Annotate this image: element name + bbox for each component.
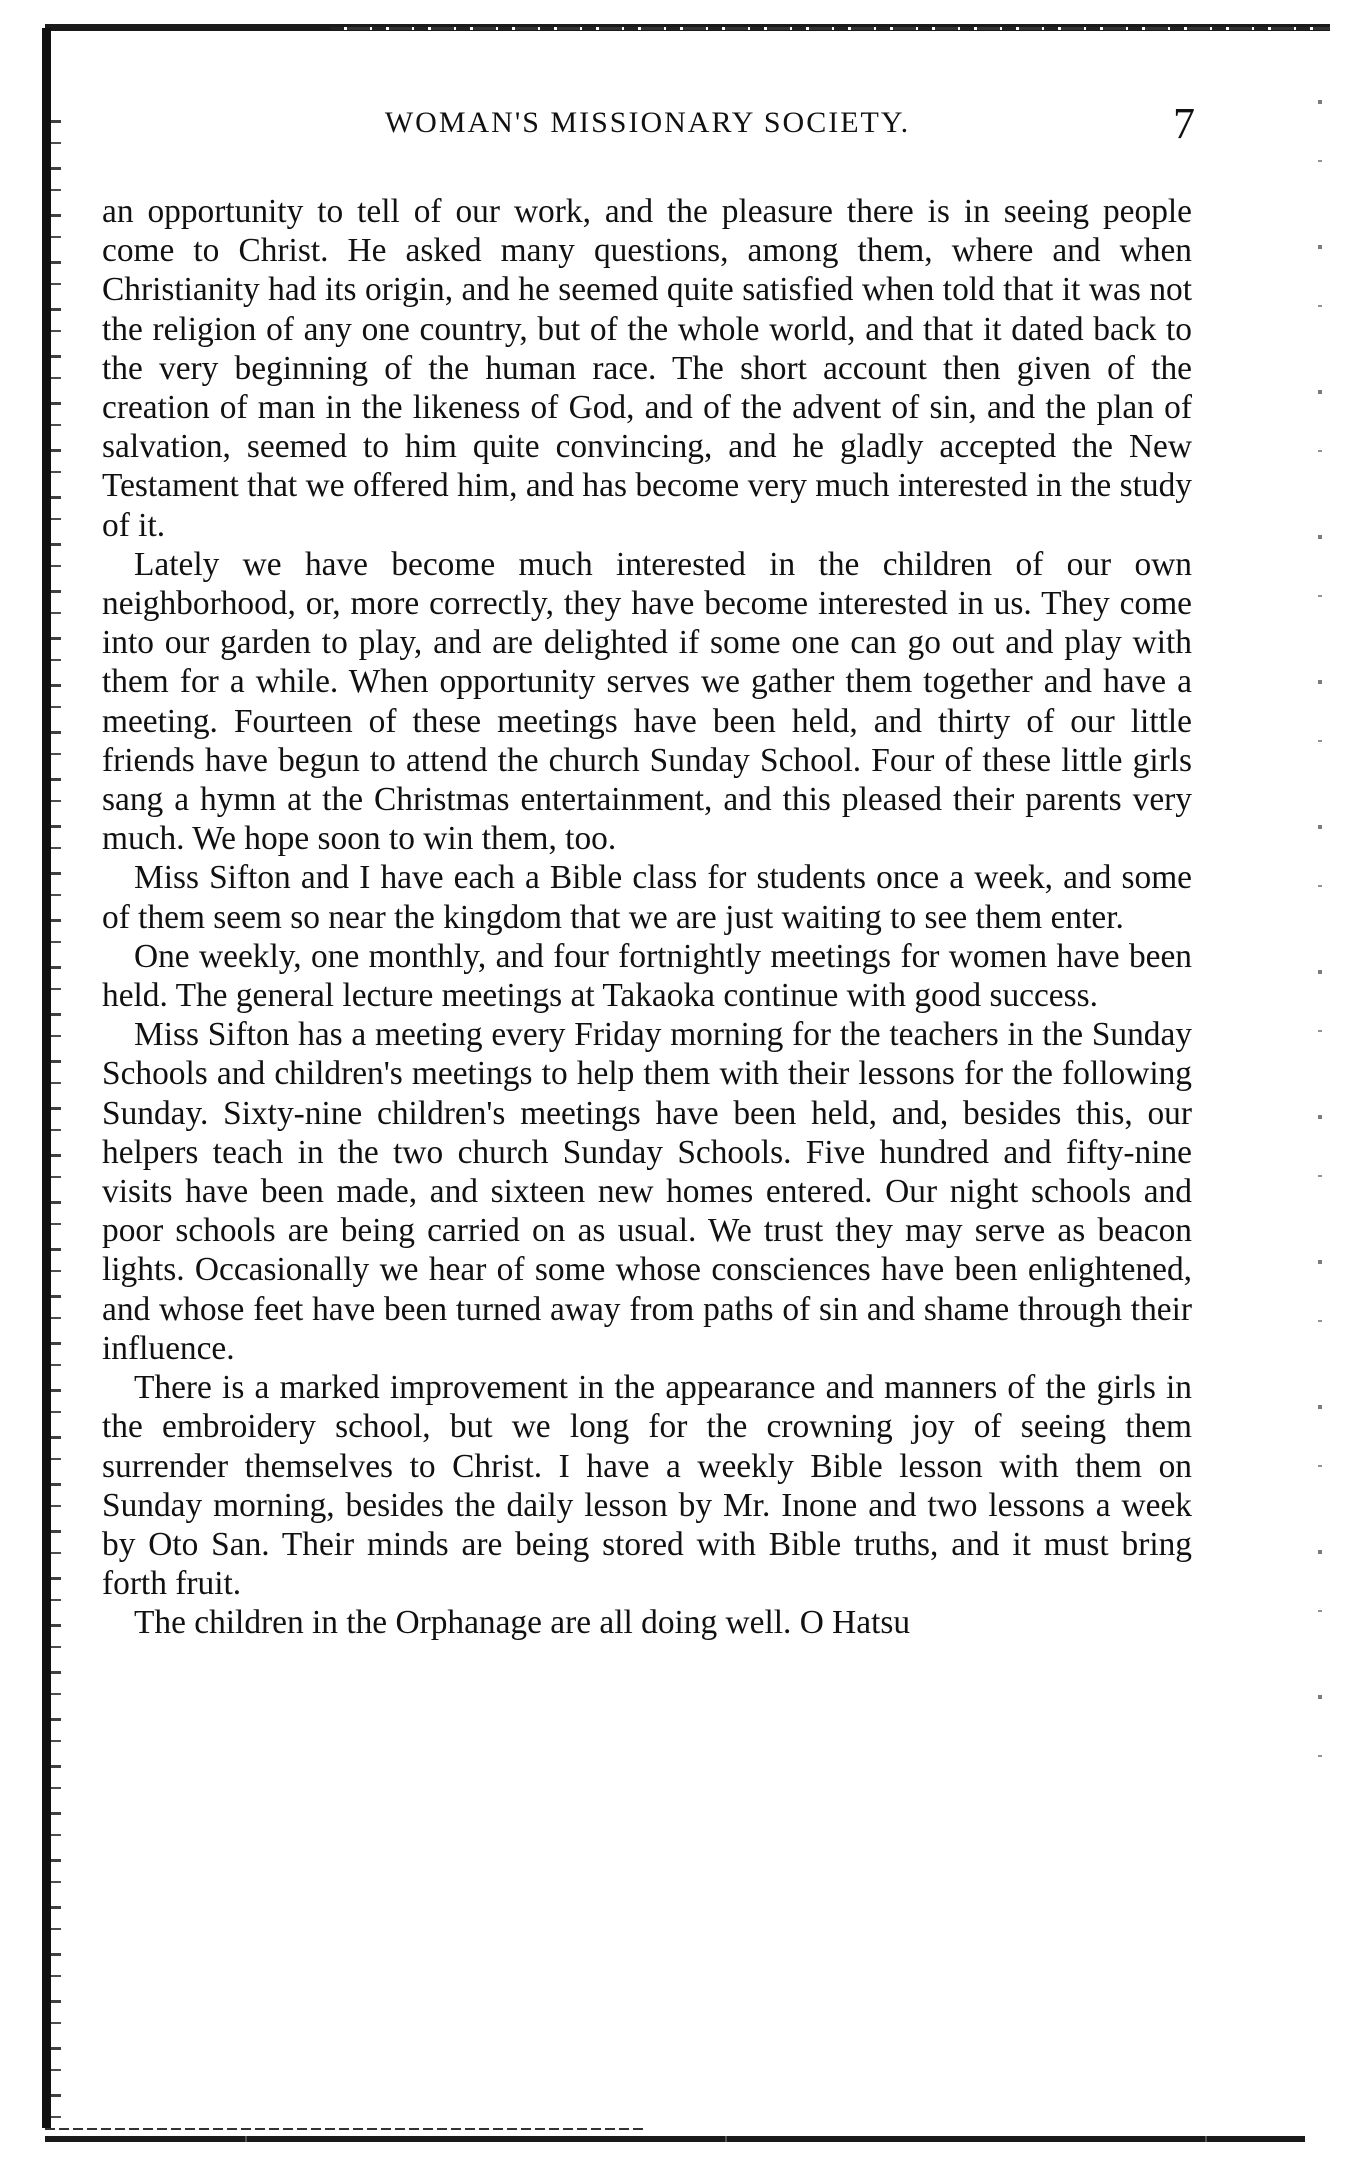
bottom-border-rule [45,2136,1305,2142]
paragraph-orphanage: The children in the Orphanage are all doing well. O Hatsu [134,1604,911,1642]
paragraph-bible-class: Miss Sifton and I have each a Bible class for students once a week, and some of them seem so near the kingdom that we are just waiting to see them enter. [102,859,1192,936]
paragraph-continued: an opportunity to tell of our work, and the pleasure there is in seeing people come to Christ. He asked many questions, among them, where and when Christianity had its origin, and he seemed quite satisfied when told that it was not the religion of any one country, but of the whole world, and that it dated back to the very beginning of the human race. The short account then given of the creation of man in the likeness of God, and of the advent of sin, and the plan of salvation, seemed to him quite convincing, and he gladly accepted the New Testament that we offered him, and has become very much interested in the study of it. [102,193,1192,544]
paragraph-embroidery-school: There is a marked improvement in the appearance and manners of the girls in the embroidery school, but we long for the crowning joy of seeing them surrender themselves to Christ. I have a weekly Bible lesson with them on Sunday morning, besides the daily lesson by Mr. Inone and two lessons a week by Oto San. Their minds are being stored with Bible truths, and it must bring forth fruit. [102,1369,1192,1603]
paragraph-women-meetings: One weekly, one monthly, and four fortnightly meetings for women have been held. The general lecture meetings at Takaoka continue with good success. [102,937,1192,1015]
paragraph-neighborhood-children: Lately we have become much interested in the children of our own neighborhood, or, more correctly, they have become interested in us. They come into our garden to play, and are delighted if some one can go out and play with them for a while. When opportunity serves we gather them together and have a meeting. Fourteen of these meetings have been held, and thirty of our little friends have begun to attend the church Sunday School. Four of these little girls sang a hymn at the Christmas entertainment, and this pleased their parents very much. We hope soon to win them, too. [102,545,1192,858]
bottom-border-texture [45,2128,645,2130]
top-border-texture [330,27,1330,30]
paragraph-teachers-meeting: Miss Sifton has a meeting every Friday morning for the teachers in the Sunday Schools and children's meetings to help them with their lessons for the following Sunday. Sixty-nine children's meetings have been held, and, besides this, our helpers teach in the two church Sunday Schools. Five hundred and fifty-nine visits have been made, and sixteen new homes entered. Our night schools and poor schools are being carried on as usual. We trust they may serve as beacon lights. Occasionally we hear of some whose consciences have been enlightened, and whose feet have been turned away from paths of sin and shame through their influence. [102,1016,1192,1367]
right-edge-speckle [1318,100,1322,1800]
page-number: 7 [1173,99,1195,148]
left-border-rule [42,28,51,2128]
left-border-texture [51,120,61,2120]
body-text [102,192,1192,1643]
page-header [100,98,1195,154]
running-head: WOMAN'S MISSIONARY SOCIETY. [384,106,911,139]
